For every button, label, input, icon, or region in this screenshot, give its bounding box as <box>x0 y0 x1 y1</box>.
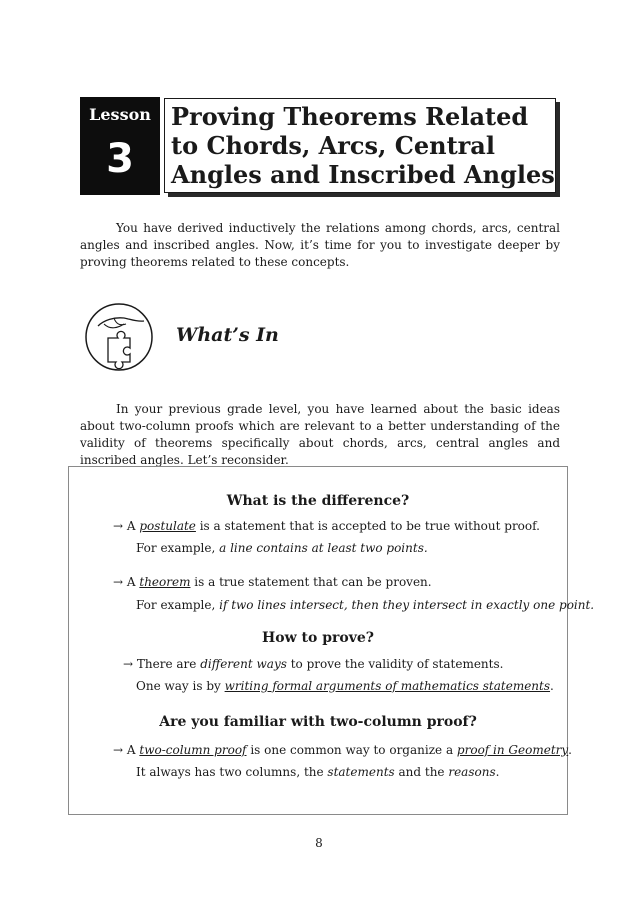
intro-paragraph: You have derived inductively the relations among chords, arcs, central angles and inscribed angles. Now, it’s time for you to investigate deeper by proving theorems related to these concepts. <box>80 221 560 269</box>
arrow-right-icon: → <box>123 657 134 671</box>
theorem-example: For example, if two lines intersect, then they intersect in exactly one point. <box>136 598 595 612</box>
heading-two-column: Are you familiar with two-column proof? <box>159 714 477 730</box>
page-number: 8 <box>315 836 323 850</box>
ways-formal-arguments: One way is by writing formal arguments of mathematics statements. <box>136 679 554 693</box>
term-two-column-proof: two-column proof <box>139 743 247 757</box>
review-box <box>68 466 595 815</box>
ways-to-prove: → There are different ways to prove the validity of statements. <box>123 657 504 671</box>
two-column-description: It always has two columns, the statements and the reasons. <box>136 765 500 779</box>
heading-difference: What is the difference? <box>226 493 410 509</box>
lesson-title-box <box>164 98 556 193</box>
arrow-right-icon: → <box>113 575 124 589</box>
heading-how-to-prove: How to prove? <box>262 630 374 646</box>
whats-in-paragraph: In your previous grade level, you have learned about the basic ideas about two-column proofs which are relevant to a better understanding of the validity of theorems specifically about chords, arcs, central angles and inscribed angles. Let’s reconsider. <box>80 402 560 467</box>
hand-puzzle-piece-icon <box>84 302 154 372</box>
postulate-definition: → A postulate is a statement that is accepted to be true without proof. <box>113 519 540 533</box>
lesson-number: 3 <box>106 136 134 182</box>
arrow-right-icon: → <box>113 519 124 533</box>
lesson-label: Lesson <box>89 105 151 124</box>
term-postulate: postulate <box>139 519 196 533</box>
lesson-title: Proving Theorems Related to Chords, Arcs, Central Angles and Inscribed Angles <box>171 102 555 189</box>
term-theorem: theorem <box>139 575 191 589</box>
two-column-definition: → A two-column proof is one common way to organize a proof in Geometry. <box>113 743 572 757</box>
arrow-right-icon: → <box>113 743 124 757</box>
term-proof-in-geometry: proof in Geometry <box>456 743 569 757</box>
lesson-badge <box>80 97 160 195</box>
postulate-example: For example, a line contains at least two points. <box>136 541 428 555</box>
section-title: What’s In <box>176 324 279 346</box>
theorem-definition: → A theorem is a true statement that can be proven. <box>113 575 432 589</box>
